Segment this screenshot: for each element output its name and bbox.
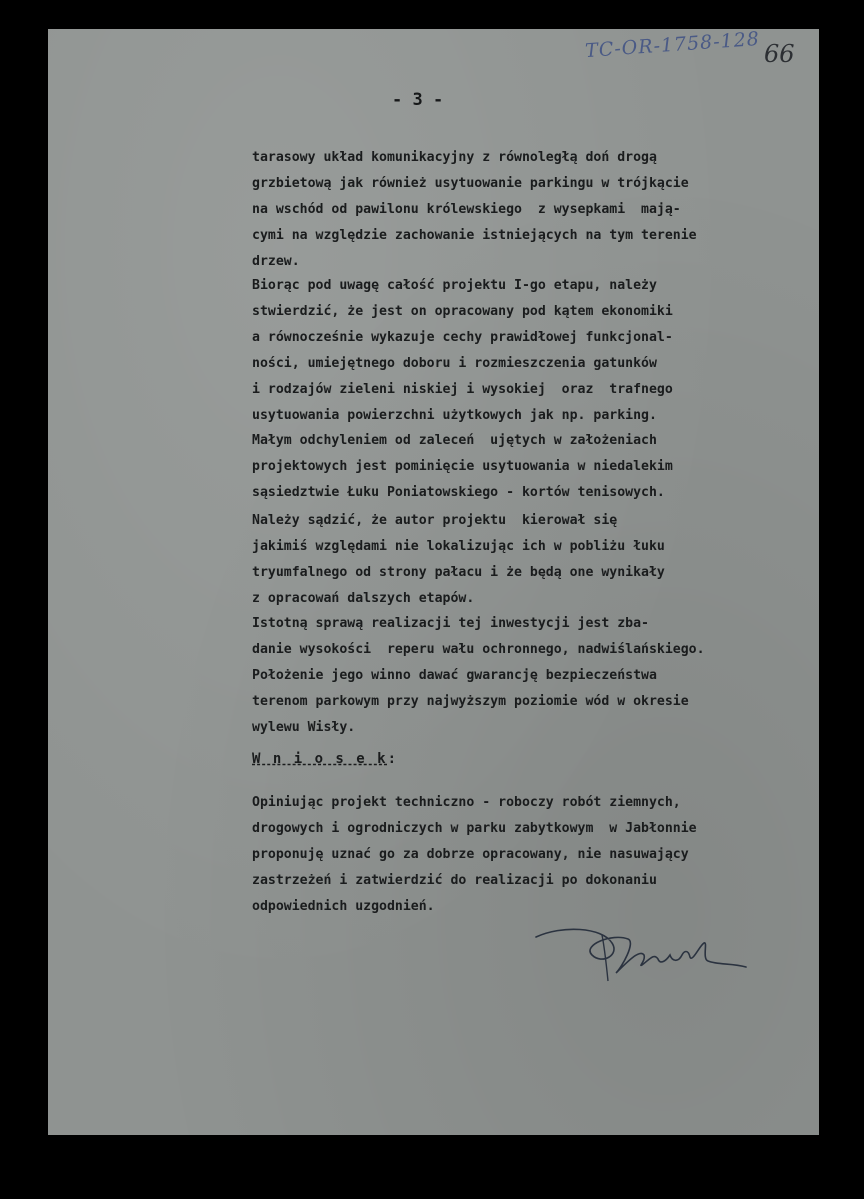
text-line: Istotną sprawą realizacji tej inwestycji jest zba- [252, 616, 649, 631]
text-line: usytuowania powierzchni użytkowych jak np. parking. [252, 408, 657, 423]
folio-number: 66 [764, 40, 795, 68]
conclusion-paragraph [252, 790, 812, 920]
text-line: z opracowań dalszych etapów. [252, 591, 475, 606]
text-line: na wschód od pawilonu królewskiego z wysepkami mają- [252, 202, 681, 217]
paragraph-3 [252, 428, 812, 506]
text-line: zastrzeżeń i zatwierdzić do realizacji po dokonaniu [252, 873, 657, 888]
text-line: projektowych jest pominięcie usytuowania w niedalekim [252, 459, 673, 474]
paragraph-2 [252, 273, 812, 429]
paragraph-5 [252, 611, 812, 741]
text-line: odpowiednich uzgodnień. [252, 899, 435, 914]
text-line: stwierdzić, że jest on opracowany pod kątem ekonomiki [252, 304, 673, 319]
conclusion-heading-word: W n i o s e k [252, 751, 388, 767]
text-line: terenom parkowym przy najwyższym poziomie wód w okresie [252, 694, 689, 709]
text-line: wylewu Wisły. [252, 720, 356, 735]
text-line: ności, umiejętnego doboru i rozmieszczenia gatunków [252, 356, 657, 371]
text-line: Opiniując projekt techniczno - roboczy robót ziemnych, [252, 795, 681, 810]
text-line: danie wysokości reperu wału ochronnego, nadwiślańskiego. [252, 642, 705, 657]
conclusion-heading [252, 751, 398, 767]
paragraph-1 [252, 145, 812, 275]
text-line: i rodzajów zieleni niskiej i wysokiej oraz trafnego [252, 382, 673, 397]
conclusion-heading-colon: : [387, 751, 399, 767]
text-line: proponuję uznać go za dobrze opracowany, nie nasuwający [252, 847, 689, 862]
text-line: drzew. [252, 254, 300, 269]
archive-annotation: TC-OR-1758-128 [584, 27, 761, 63]
text-line: drogowych i ogrodniczych w parku zabytkowym w Jabłonnie [252, 821, 697, 836]
text-line: Małym odchyleniem od zaleceń ujętych w założeniach [252, 433, 657, 448]
page-number: - 3 - [392, 90, 444, 110]
text-line: tryumfalnego od strony pałacu i że będą one wynikały [252, 565, 665, 580]
handwritten-signature [532, 915, 752, 985]
text-line: Biorąc pod uwagę całość projektu I-go etapu, należy [252, 278, 657, 293]
text-line: Położenie jego winno dawać gwarancję bezpieczeństwa [252, 668, 657, 683]
text-line: jakimiś względami nie lokalizując ich w pobliżu łuku [252, 539, 665, 554]
text-line: cymi na względzie zachowanie istniejących na tym terenie [252, 228, 697, 243]
text-line: grzbietową jak również usytuowanie parkingu w trójkącie [252, 176, 689, 191]
text-line: a równocześnie wykazuje cechy prawidłowej funkcjonal- [252, 330, 673, 345]
text-line: Należy sądzić, że autor projektu kierował się [252, 513, 618, 528]
text-line: tarasowy układ komunikacyjny z równoległą doń drogą [252, 150, 657, 165]
paragraph-4 [252, 508, 812, 612]
text-line: sąsiedztwie Łuku Poniatowskiego - kortów tenisowych. [252, 485, 665, 500]
